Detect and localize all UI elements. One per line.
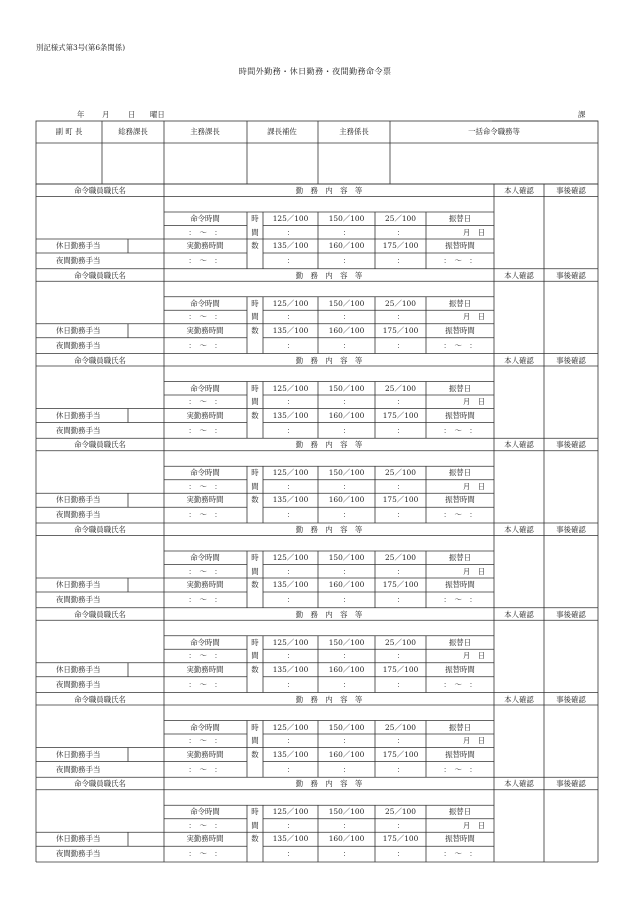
- rate-bottom: 160／100: [328, 325, 365, 335]
- actual-time-label: 実勤務時間: [186, 495, 224, 505]
- rate-bottom-colon: ：: [342, 256, 351, 265]
- rate-bottom: 160／100: [328, 580, 365, 589]
- actual-time-range: ： ～ ：: [188, 849, 222, 859]
- post-check-label: 事後確認: [556, 525, 586, 534]
- order-time-label: 命令時間: [190, 637, 220, 647]
- actual-time-label: 実勤務時間: [186, 664, 224, 674]
- actual-time-range: ： ～ ：: [188, 425, 222, 435]
- substitute-month-day: 月 日: [462, 397, 486, 406]
- order-time-range: ： ～ ：: [188, 227, 222, 237]
- order-time-label: 命令時間: [190, 214, 220, 223]
- post-check-label: 事後確認: [556, 440, 586, 450]
- rate-bottom: 160／100: [328, 241, 365, 250]
- hours-char: 数: [251, 664, 259, 674]
- rate-top: 25／100: [385, 383, 416, 393]
- actual-time-range: ： ～ ：: [188, 764, 222, 774]
- approval-deputy-chief: 課長補佐: [267, 127, 297, 136]
- rate-bottom-colon: ：: [396, 679, 405, 689]
- substitute-month-day: 月 日: [462, 651, 486, 661]
- holiday-allowance-label: 休日勤務手当: [56, 495, 101, 505]
- rate-top: 25／100: [385, 637, 416, 647]
- rate-top: 125／100: [272, 807, 309, 817]
- substitute-month-day: 月 日: [462, 312, 486, 322]
- order-time-label: 命令時間: [190, 298, 220, 308]
- order-time-range: ： ～ ：: [188, 566, 222, 576]
- rate-top: 25／100: [385, 298, 416, 308]
- rate-top-colon: ：: [342, 820, 351, 830]
- actual-time-label: 実勤務時間: [186, 834, 224, 844]
- rate-top-colon: ：: [342, 481, 351, 491]
- post-check-label: 事後確認: [556, 779, 586, 789]
- rate-top: 25／100: [385, 553, 416, 562]
- night-allowance-label: 夜間勤務手当: [56, 425, 101, 435]
- rate-bottom: 160／100: [328, 664, 365, 674]
- rate-bottom-colon: ：: [342, 849, 351, 859]
- rate-bottom-colon: ：: [342, 340, 351, 350]
- rate-bottom-colon: ：: [286, 340, 295, 350]
- order-time-range: ： ～ ：: [188, 651, 222, 661]
- rate-bottom: 175／100: [382, 664, 419, 674]
- order-time-range: ： ～ ：: [188, 312, 222, 322]
- rate-bottom-colon: ：: [342, 425, 351, 435]
- employee-label: 命令職員職氏名: [74, 694, 126, 704]
- order-time-range: ： ～ ：: [188, 736, 222, 745]
- rate-bottom: 135／100: [272, 664, 309, 674]
- rate-top: 125／100: [272, 214, 309, 223]
- rate-top-colon: ：: [286, 481, 295, 491]
- substitute-month-day: 月 日: [462, 481, 486, 491]
- rate-bottom-colon: ：: [396, 510, 405, 520]
- rate-top: 125／100: [272, 468, 309, 478]
- rate-top: 150／100: [328, 383, 365, 393]
- rate-top-colon: ：: [342, 651, 351, 661]
- hours-char: 間: [251, 312, 259, 322]
- rate-top-colon: ：: [342, 312, 351, 322]
- hours-char: 時: [251, 298, 259, 308]
- rate-bottom: 135／100: [272, 495, 309, 505]
- approval-chief: 主務課長: [190, 127, 220, 136]
- hours-char: 数: [251, 580, 259, 589]
- rate-top-colon: ：: [286, 397, 295, 406]
- substitute-time-label: 振替時間: [445, 410, 475, 420]
- rate-bottom: 175／100: [382, 325, 419, 335]
- hours-char: 時: [251, 553, 259, 562]
- content-label: 勤 務 内 容 等: [295, 355, 363, 365]
- hours-char: 時: [251, 468, 259, 478]
- approval-batch-order: 一括命令職務等: [468, 127, 520, 136]
- substitute-day-label: 振替日: [448, 468, 472, 478]
- rate-bottom: 175／100: [382, 749, 419, 759]
- rate-top-colon: ：: [286, 820, 295, 830]
- hours-char: 時: [251, 722, 259, 732]
- holiday-allowance-label: 休日勤務手当: [56, 834, 101, 844]
- rate-bottom-colon: ：: [342, 510, 351, 520]
- night-allowance-label: 夜間勤務手当: [56, 340, 101, 350]
- rate-bottom-colon: ：: [342, 764, 351, 774]
- rate-top-colon: ：: [342, 397, 351, 406]
- rate-top: 150／100: [328, 298, 365, 308]
- hours-char: 時: [251, 214, 259, 223]
- rate-top: 150／100: [328, 553, 365, 562]
- substitute-time-label: 振替時間: [445, 749, 475, 759]
- rate-bottom-colon: ：: [342, 595, 351, 604]
- hours-char: 数: [251, 241, 259, 250]
- rate-bottom: 135／100: [272, 241, 309, 250]
- self-check-label: 本人確認: [504, 609, 534, 619]
- rate-top-colon: ：: [396, 481, 405, 491]
- post-check-label: 事後確認: [556, 355, 586, 365]
- rate-bottom-colon: ：: [396, 849, 405, 859]
- rate-top-colon: ：: [396, 227, 405, 237]
- rate-top: 150／100: [328, 214, 365, 223]
- actual-time-label: 実勤務時間: [186, 410, 224, 420]
- rate-bottom: 175／100: [382, 834, 419, 844]
- substitute-month-day: 月 日: [462, 566, 486, 576]
- self-check-label: 本人確認: [504, 355, 534, 365]
- rate-top-colon: ：: [396, 736, 405, 745]
- hours-char: 間: [251, 651, 259, 661]
- section-suffix: 課: [578, 110, 586, 119]
- approval-subsection-chief: 主務係長: [339, 127, 369, 136]
- rate-bottom-colon: ：: [286, 425, 295, 435]
- rate-bottom: 175／100: [382, 410, 419, 420]
- rate-bottom: 135／100: [272, 749, 309, 759]
- content-label: 勤 務 内 容 等: [295, 186, 363, 195]
- substitute-day-label: 振替日: [448, 553, 472, 562]
- rate-top: 150／100: [328, 468, 365, 478]
- self-check-label: 本人確認: [504, 525, 534, 534]
- employee-label: 命令職員職氏名: [74, 270, 126, 280]
- approval-general-affairs-chief: 総務課長: [118, 127, 148, 136]
- rate-top-colon: ：: [396, 820, 405, 830]
- substitute-time-label: 振替時間: [445, 241, 475, 250]
- actual-time-range: ： ～ ：: [188, 510, 222, 520]
- hours-char: 間: [251, 566, 259, 576]
- rate-bottom: 135／100: [272, 834, 309, 844]
- hours-char: 間: [251, 481, 259, 491]
- content-label: 勤 務 内 容 等: [295, 525, 363, 534]
- holiday-allowance-label: 休日勤務手当: [56, 410, 101, 420]
- employee-label: 命令職員職氏名: [74, 355, 126, 365]
- date-weekday-label: 曜日: [150, 110, 165, 119]
- hours-char: 間: [251, 397, 259, 406]
- actual-time-range: ： ～ ：: [188, 340, 222, 350]
- hours-char: 間: [251, 820, 259, 830]
- rate-top: 25／100: [385, 722, 416, 732]
- substitute-day-label: 振替日: [448, 214, 472, 223]
- rate-top: 25／100: [385, 214, 416, 223]
- rate-bottom: 160／100: [328, 495, 365, 505]
- rate-bottom: 135／100: [272, 580, 309, 589]
- substitute-day-label: 振替日: [448, 298, 472, 308]
- rate-top: 150／100: [328, 722, 365, 732]
- night-allowance-label: 夜間勤務手当: [56, 510, 101, 520]
- rate-bottom: 135／100: [272, 325, 309, 335]
- actual-time-range: ： ～ ：: [188, 256, 222, 265]
- rate-top: 125／100: [272, 637, 309, 647]
- substitute-month-day: 月 日: [462, 820, 486, 830]
- employee-label: 命令職員職氏名: [74, 779, 126, 789]
- content-label: 勤 務 内 容 等: [295, 440, 363, 450]
- rate-top-colon: ：: [396, 312, 405, 322]
- rate-bottom: 160／100: [328, 410, 365, 420]
- content-label: 勤 務 内 容 等: [295, 694, 363, 704]
- form-title: 時間外勤務・休日勤務・夜間勤務命令票: [238, 66, 392, 76]
- substitute-time-range: ： ～ ：: [443, 595, 477, 604]
- holiday-allowance-label: 休日勤務手当: [56, 325, 101, 335]
- rate-top: 125／100: [272, 722, 309, 732]
- order-time-label: 命令時間: [190, 807, 220, 817]
- rate-bottom: 175／100: [382, 241, 419, 250]
- content-label: 勤 務 内 容 等: [295, 609, 363, 619]
- rate-top-colon: ：: [342, 566, 351, 576]
- actual-time-label: 実勤務時間: [186, 325, 224, 335]
- rate-bottom: 175／100: [382, 580, 419, 589]
- self-check-label: 本人確認: [504, 694, 534, 704]
- rate-top-colon: ：: [396, 397, 405, 406]
- holiday-allowance-label: 休日勤務手当: [56, 580, 101, 589]
- rate-bottom-colon: ：: [396, 595, 405, 604]
- hours-char: 間: [251, 736, 259, 745]
- substitute-time-label: 振替時間: [445, 580, 475, 589]
- date-year-label: 年: [77, 110, 85, 119]
- substitute-day-label: 振替日: [448, 637, 472, 647]
- actual-time-label: 実勤務時間: [186, 241, 224, 250]
- night-allowance-label: 夜間勤務手当: [56, 679, 101, 689]
- actual-time-range: ： ～ ：: [188, 595, 222, 604]
- rate-top-colon: ：: [286, 312, 295, 322]
- hours-char: 時: [251, 637, 259, 647]
- substitute-time-range: ： ～ ：: [443, 679, 477, 689]
- self-check-label: 本人確認: [504, 779, 534, 789]
- substitute-day-label: 振替日: [448, 722, 472, 732]
- date-month-label: 月: [102, 110, 110, 119]
- rate-bottom: 175／100: [382, 495, 419, 505]
- actual-time-label: 実勤務時間: [186, 749, 224, 759]
- order-time-range: ： ～ ：: [188, 820, 222, 830]
- rate-top: 125／100: [272, 298, 309, 308]
- night-allowance-label: 夜間勤務手当: [56, 764, 101, 774]
- rate-bottom: 160／100: [328, 834, 365, 844]
- rate-top-colon: ：: [286, 651, 295, 661]
- substitute-day-label: 振替日: [448, 807, 472, 817]
- self-check-label: 本人確認: [504, 270, 534, 280]
- employee-label: 命令職員職氏名: [74, 186, 126, 195]
- rate-top: 125／100: [272, 383, 309, 393]
- rate-top-colon: ：: [286, 566, 295, 576]
- rate-top: 150／100: [328, 637, 365, 647]
- self-check-label: 本人確認: [504, 186, 534, 195]
- order-time-label: 命令時間: [190, 468, 220, 478]
- rate-bottom-colon: ：: [286, 849, 295, 859]
- approval-vice-mayor: 副 町 長: [55, 127, 83, 136]
- substitute-time-label: 振替時間: [445, 664, 475, 674]
- post-check-label: 事後確認: [556, 270, 586, 280]
- substitute-time-range: ： ～ ：: [443, 340, 477, 350]
- substitute-time-label: 振替時間: [445, 495, 475, 505]
- hours-char: 時: [251, 807, 259, 817]
- night-allowance-label: 夜間勤務手当: [56, 595, 101, 604]
- substitute-time-range: ： ～ ：: [443, 256, 477, 265]
- rate-bottom-colon: ：: [286, 595, 295, 604]
- substitute-time-range: ： ～ ：: [443, 764, 477, 774]
- actual-time-label: 実勤務時間: [186, 580, 224, 589]
- date-day-label: 日: [128, 110, 136, 119]
- employee-label: 命令職員職氏名: [74, 525, 126, 534]
- rate-bottom-colon: ：: [342, 679, 351, 689]
- rate-bottom-colon: ：: [286, 679, 295, 689]
- rate-top-colon: ：: [396, 566, 405, 576]
- order-time-range: ： ～ ：: [188, 481, 222, 491]
- rate-top: 25／100: [385, 807, 416, 817]
- rate-top-colon: ：: [342, 227, 351, 237]
- order-time-label: 命令時間: [190, 553, 220, 562]
- rate-bottom-colon: ：: [396, 340, 405, 350]
- rate-bottom-colon: ：: [286, 510, 295, 520]
- hours-char: 数: [251, 749, 259, 759]
- substitute-month-day: 月 日: [462, 227, 486, 237]
- content-label: 勤 務 内 容 等: [295, 779, 363, 789]
- hours-char: 時: [251, 383, 259, 393]
- hours-char: 数: [251, 495, 259, 505]
- rate-top-colon: ：: [342, 736, 351, 745]
- substitute-time-range: ： ～ ：: [443, 425, 477, 435]
- rate-top: 25／100: [385, 468, 416, 478]
- rate-bottom-colon: ：: [396, 764, 405, 774]
- rate-bottom: 160／100: [328, 749, 365, 759]
- substitute-month-day: 月 日: [462, 736, 486, 745]
- employee-label: 命令職員職氏名: [74, 440, 126, 450]
- content-label: 勤 務 内 容 等: [295, 270, 363, 280]
- self-check-label: 本人確認: [504, 440, 534, 450]
- form-number: 別記様式第3号(第6条関係): [36, 43, 126, 52]
- employee-label: 命令職員職氏名: [74, 609, 126, 619]
- rate-bottom-colon: ：: [286, 764, 295, 774]
- post-check-label: 事後確認: [556, 609, 586, 619]
- rate-bottom-colon: ：: [286, 256, 295, 265]
- rate-top: 150／100: [328, 807, 365, 817]
- substitute-day-label: 振替日: [448, 383, 472, 393]
- rate-top-colon: ：: [286, 227, 295, 237]
- order-time-label: 命令時間: [190, 722, 220, 732]
- rate-bottom: 135／100: [272, 410, 309, 420]
- substitute-time-label: 振替時間: [445, 834, 475, 844]
- substitute-time-range: ： ～ ：: [443, 510, 477, 520]
- hours-char: 間: [251, 227, 259, 237]
- hours-char: 数: [251, 325, 259, 335]
- holiday-allowance-label: 休日勤務手当: [56, 664, 101, 674]
- post-check-label: 事後確認: [556, 186, 586, 195]
- rate-bottom-colon: ：: [396, 425, 405, 435]
- substitute-time-label: 振替時間: [445, 325, 475, 335]
- actual-time-range: ： ～ ：: [188, 679, 222, 689]
- hours-char: 数: [251, 834, 259, 844]
- order-time-range: ： ～ ：: [188, 397, 222, 406]
- night-allowance-label: 夜間勤務手当: [56, 256, 101, 265]
- rate-top-colon: ：: [396, 651, 405, 661]
- rate-top-colon: ：: [286, 736, 295, 745]
- hours-char: 数: [251, 410, 259, 420]
- block-lines: [36, 184, 598, 862]
- rate-top: 125／100: [272, 553, 309, 562]
- holiday-allowance-label: 休日勤務手当: [56, 749, 101, 759]
- post-check-label: 事後確認: [556, 694, 586, 704]
- substitute-time-range: ： ～ ：: [443, 849, 477, 859]
- holiday-allowance-label: 休日勤務手当: [56, 241, 101, 250]
- order-time-label: 命令時間: [190, 383, 220, 393]
- night-allowance-label: 夜間勤務手当: [56, 849, 101, 859]
- rate-bottom-colon: ：: [396, 256, 405, 265]
